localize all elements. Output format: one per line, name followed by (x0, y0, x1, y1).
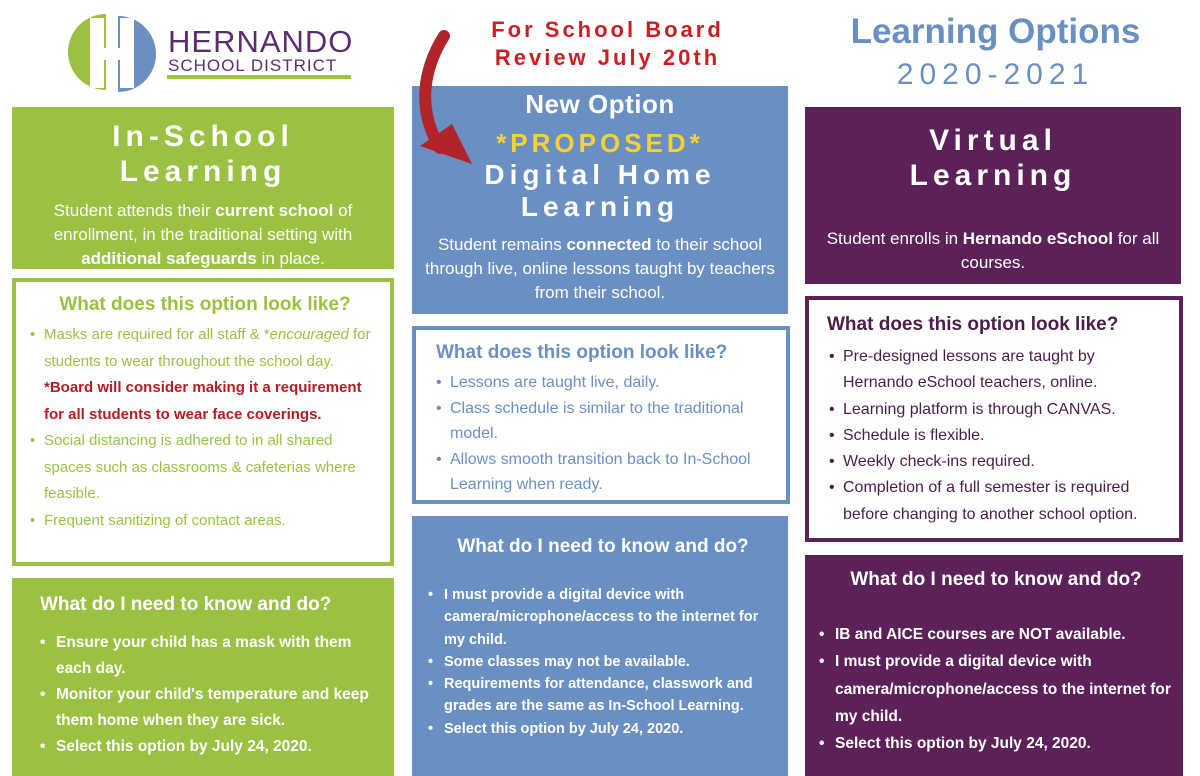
list-item: • Lessons are taught live, daily. (436, 370, 776, 396)
review-note-line2: Review July 20th (494, 45, 721, 70)
list-item: • Select this option by July 24, 2020. (819, 730, 1173, 757)
digital-home-look-box (412, 326, 790, 504)
in-school-description: Student attends their current school of enrollment, in the traditional setting with additional safeguards in place. (53, 201, 353, 268)
virtual-description: Student enrolls in Hernando eSchool for all courses. (826, 229, 1160, 272)
list-item: • Social distancing is adhered to in all shared spaces such as classrooms & cafeterias where feasible. (30, 428, 380, 508)
list-item: • Masks are required for all staff & *encouraged for students to wear throughout the school day. *Board will consider making it a requirement for all students to wear face coverings. (30, 322, 380, 428)
virtual-title-line2: Learning (909, 159, 1077, 192)
list-item: • Ensure your child has a mask with them each day. (40, 630, 384, 682)
list-item: • I must provide a digital device with camera/microphone/access to the internet for my child. (819, 648, 1173, 730)
hernando-logo-icon (66, 12, 158, 94)
virtual-need-title: What do I need to know and do? (850, 569, 1142, 590)
digital-home-title-line1: Digital Home (484, 159, 716, 190)
list-item: • Weekly check-ins required. (829, 449, 1169, 475)
logo-underline (167, 75, 351, 79)
proposed-label: *PROPOSED* (496, 128, 704, 158)
virtual-need-box (805, 555, 1183, 776)
in-school-need-box (12, 578, 394, 776)
school-year: 2020-2021 (896, 58, 1095, 91)
virtual-header (805, 107, 1181, 284)
district-subtitle: SCHOOL DISTRICT (168, 56, 338, 75)
red-curved-arrow-icon (400, 28, 520, 178)
page-title: Learning Options (850, 12, 1141, 51)
list-item: • Completion of a full semester is required before changing to another school option. (829, 475, 1169, 528)
list-item: • Pre-designed lessons are taught by Hernando eSchool teachers, online. (829, 344, 1169, 397)
list-item: • Select this option by July 24, 2020. (428, 718, 778, 740)
in-school-title-line1: In-School (112, 120, 294, 153)
digital-home-title-line2: Learning (520, 191, 680, 222)
list-item: • Class schedule is similar to the traditional model. (436, 396, 776, 447)
virtual-title-line1: Virtual (929, 124, 1057, 157)
list-item: • Schedule is flexible. (829, 423, 1169, 449)
list-item: • Requirements for attendance, classwork and grades are the same as In-School Learning. (428, 673, 778, 718)
virtual-look-title: What does this option look like? (827, 314, 1119, 335)
list-item: • Frequent sanitizing of contact areas. (30, 508, 380, 535)
list-item: • Allows smooth transition back to In-School Learning when ready. (436, 447, 776, 498)
in-school-look-title: What does this option look like? (59, 294, 351, 315)
list-item: • Select this option by July 24, 2020. (40, 734, 384, 760)
district-name: HERNANDO (168, 24, 354, 59)
review-note-line1: For School Board (491, 17, 724, 42)
list-item: • I must provide a digital device with camera/microphone/access to the internet for my child. (428, 584, 778, 651)
list-item: • Learning platform is through CANVAS. (829, 397, 1169, 423)
in-school-need-title: What do I need to know and do? (40, 594, 332, 615)
list-item: • Monitor your child's temperature and keep them home when they are sick. (40, 682, 384, 734)
in-school-title-line2: Learning (119, 155, 287, 188)
in-school-look-box (12, 278, 394, 566)
digital-home-need-title: What do I need to know and do? (457, 536, 749, 557)
new-option-label: New Option (525, 89, 675, 119)
list-item: • IB and AICE courses are NOT available. (819, 621, 1173, 648)
virtual-look-box (805, 296, 1183, 542)
digital-home-need-box (412, 516, 788, 776)
list-item: • Some classes may not be available. (428, 651, 778, 673)
digital-home-description: Student remains connected to their school through live, online lessons taught by teachers from their school. (425, 235, 775, 302)
in-school-header (12, 107, 394, 269)
digital-home-look-title: What does this option look like? (436, 342, 728, 363)
